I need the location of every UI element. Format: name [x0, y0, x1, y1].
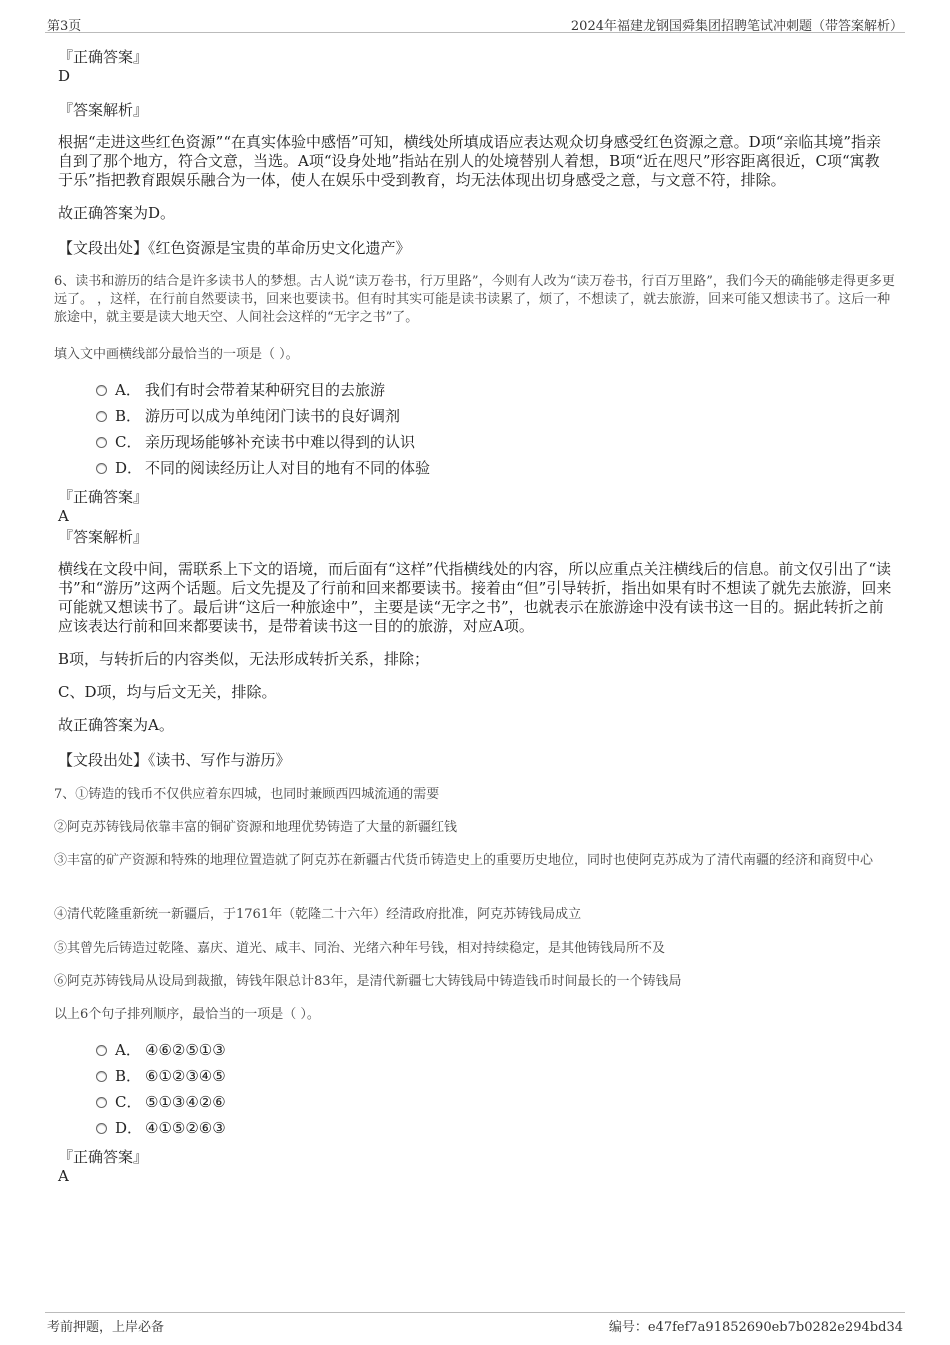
q6-option-a[interactable]: A． 我们有时会带着某种研究目的去旅游	[96, 380, 385, 400]
q7-option-b[interactable]: B． ⑥①②③④⑤	[96, 1066, 226, 1086]
radio-button[interactable]	[96, 385, 107, 396]
q7-sentence-1: 7、①铸造的钱币不仅供应着东四城，也同时兼顾西四城流通的需要	[54, 787, 440, 802]
correct-answer-label: 『正确答案』	[58, 48, 149, 66]
correct-answer-label: 『正确答案』	[58, 1148, 149, 1166]
radio-button[interactable]	[96, 1045, 107, 1056]
analysis-label: 『答案解析』	[58, 528, 149, 546]
q6-source: 【文段出处】《读书、写作与游历》	[58, 751, 291, 769]
q7-sentence-4: ④清代乾隆重新统一新疆后，于1761年（乾隆二十六年）经清政府批准，阿克苏铸钱局成立	[54, 907, 582, 922]
radio-button[interactable]	[96, 411, 107, 422]
q6-analysis-b: B项，与转折后的内容类似，无法形成转折关系，排除；	[58, 650, 430, 668]
correct-answer-label: 『正确答案』	[58, 488, 149, 506]
q5-source: 【文段出处】《红色资源是宝贵的革命历史文化遗产》	[58, 239, 411, 257]
q6-option-c[interactable]: C． 亲历现场能够补充读书中难以得到的认识	[96, 432, 415, 452]
q7-option-c[interactable]: C． ⑤①③④②⑥	[96, 1092, 226, 1112]
document-code: 编号：e47fef7a91852690eb7b0282e294bd34	[608, 1320, 903, 1335]
q7-prompt: 以上6个句子排列顺序，最恰当的一项是（ ）。	[54, 1007, 320, 1022]
footer-slogan: 考前押题，上岸必备	[47, 1320, 165, 1335]
document-title: 2024年福建龙钢国舜集团招聘笔试冲刺题（带答案解析）	[570, 19, 903, 34]
page-number: 第3页	[47, 19, 82, 34]
page-footer	[45, 1312, 905, 1335]
q7-sentence-6: ⑥阿克苏铸钱局从设局到裁撤，铸钱年限总计83年，是清代新疆七大铸钱局中铸造钱币时间最长的一个铸钱局	[54, 974, 682, 989]
q5-answer: D	[58, 67, 71, 85]
q6-analysis-cd: C、D项，均与后文无关，排除。	[58, 683, 277, 701]
q7-sentence-3: ③丰富的矿产资源和特殊的地理位置造就了阿克苏在新疆古代货币铸造史上的重要历史地位，同时也使阿克苏成为了清代南疆的经济和商贸中心	[54, 853, 874, 868]
q6-analysis: 横线在文段中间，需联系上下文的语境，而后面有“这样”代指横线处的内容，所以应重点关注横线后的信息。前文仅引出了“读书”和“游历”这两个话题。后文先提及了行前和回来都要读书。接着由“但”引导转折，指出如果有时不想读了就先去旅游，回来可能就又想读书了。最后讲“这后一种旅途中”，主要是读“无字之书”，也就表示在旅游途中没有读书这一目的。据此转折之前应该表达行前和回来都要读书，是带着读书这一目的的旅游，对应A项。	[58, 560, 892, 635]
q5-conclusion: 故正确答案为D。	[58, 204, 176, 222]
radio-button[interactable]	[96, 1071, 107, 1082]
q7-sentence-2: ②阿克苏铸钱局依靠丰富的铜矿资源和地理优势铸造了大量的新疆红钱	[54, 820, 458, 835]
page-header	[45, 12, 905, 33]
radio-button[interactable]	[96, 1097, 107, 1108]
q7-sentence-5: ⑤其曾先后铸造过乾隆、嘉庆、道光、咸丰、同治、光绪六种年号钱，相对持续稳定，是其他铸钱局所不及	[54, 941, 666, 956]
radio-button[interactable]	[96, 463, 107, 474]
q6-answer: A	[58, 507, 69, 525]
q6-option-d[interactable]: D． 不同的阅读经历让人对目的地有不同的体验	[96, 458, 430, 478]
radio-button[interactable]	[96, 1123, 107, 1134]
analysis-label: 『答案解析』	[58, 101, 149, 119]
q6-conclusion: 故正确答案为A。	[58, 716, 174, 734]
q5-analysis: 根据“走进这些红色资源”“在真实体验中感悟”可知，横线处所填成语应表达观众切身感受红色资源之意。D项“亲临其境”指亲自到了那个地方，符合文意，当选。A项“设身处地”指站在别人的处境替别人着想，B项“近在咫尺”形容距离很近，C项“寓教于乐”指把教育跟娱乐融合为一体，使人在娱乐中受到教育，均无法体现出切身感受之意，与文意不符，排除。	[58, 133, 882, 189]
q6-prompt: 填入文中画横线部分最恰当的一项是（ ）。	[54, 347, 299, 362]
radio-button[interactable]	[96, 437, 107, 448]
q6-stem: 6、读书和游历的结合是许多读书人的梦想。古人说“读万卷书，行万里路”，今则有人改为“读万卷书，行百万里路”，我们今天的确能够走得更多更远了。 ，这样，在行前自然要读书，回来也要读书。但有时其实可能是读书读累了，烦了，不想读了，就去旅游，回来可能又想读书了。这后一种旅途中，就主要是读大地天空、人间社会这样的“无字之书”了。	[54, 274, 895, 325]
q6-option-b[interactable]: B． 游历可以成为单纯闭门读书的良好调剂	[96, 406, 400, 426]
q7-option-a[interactable]: A． ④⑥②⑤①③	[96, 1040, 226, 1060]
q7-answer: A	[58, 1167, 69, 1185]
q7-option-d[interactable]: D． ④①⑤②⑥③	[96, 1118, 226, 1138]
